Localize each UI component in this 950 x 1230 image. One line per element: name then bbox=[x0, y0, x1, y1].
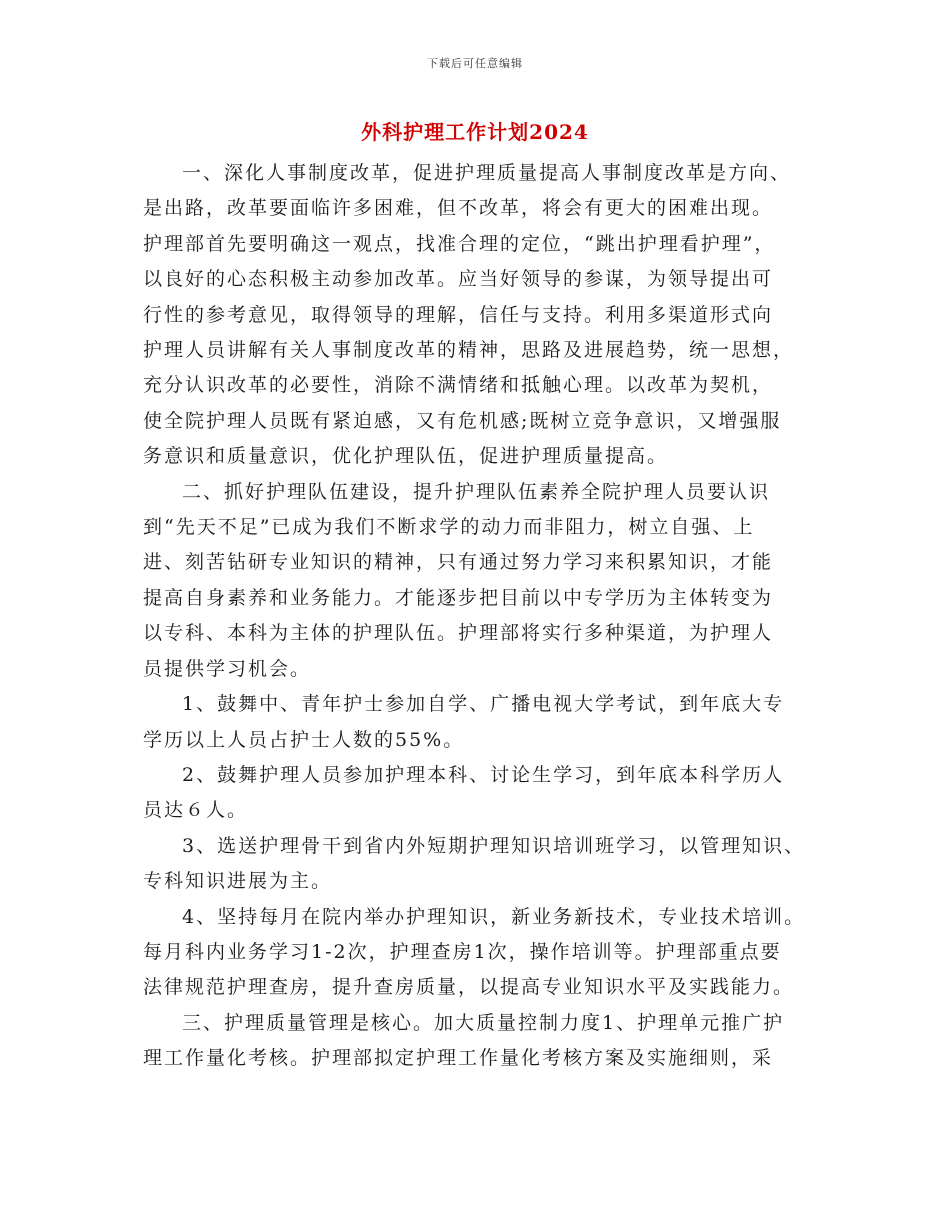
paragraph-3 bbox=[143, 687, 823, 758]
text-line: 学历以上人员占护士人数的55%。 bbox=[143, 728, 465, 751]
text-line: 以专科、本科为主体的护理队伍。护理部将实行多种渠道，为护理人 bbox=[143, 622, 774, 645]
text-line: 护理部首先要明确这一观点，找准合理的定位，“跳出护理看护理”， bbox=[143, 232, 776, 255]
text-line: 进、刻苦钻研专业知识的精神，只有通过努力学习来积累知识，才能 bbox=[143, 551, 774, 574]
text-line: 护理人员讲解有关人事制度改革的精神，思路及进展趋势，统一思想， bbox=[143, 339, 795, 362]
header-note: 下载后可任意编辑 bbox=[427, 57, 523, 70]
text-line: 是出路，改革要面临许多困难，但不改革，将会有更大的困难出现。 bbox=[143, 197, 774, 220]
text-line: 法律规范护理查房，提升查房质量，以提高专业知识水平及实践能力。 bbox=[143, 976, 795, 999]
text-line: 到“先天不足”已成为我们不断求学的动力而非阻力，树立自强、上 bbox=[143, 516, 755, 539]
text-line: 提高自身素养和业务能力。才能逐步把目前以中专学历为主体转变为 bbox=[143, 586, 774, 609]
text-line: 4、坚持每月在院内举办护理知识，新业务新技术，专业技术培训。 bbox=[182, 905, 806, 928]
paragraph-1 bbox=[143, 156, 823, 475]
text-line: 1、鼓舞中、青年护士参加自学、广播电视大学考试，到年底大专 bbox=[182, 693, 785, 716]
text-line: 专科知识进展为主。 bbox=[143, 870, 333, 893]
text-line: 务意识和质量意识，优化护理队伍，促进护理质量提高。 bbox=[143, 445, 669, 468]
document-title: 外科护理工作计划2024 bbox=[361, 120, 589, 144]
text-line: 行性的参考意见，取得领导的理解，信任与支持。利用多渠道形式向 bbox=[143, 303, 774, 326]
document-body bbox=[143, 156, 823, 1077]
text-line: 每月科内业务学习1-2次，护理查房1次，操作培训等。护理部重点要 bbox=[143, 940, 782, 963]
text-line: 一、深化人事制度改革，促进护理质量提高人事制度改革是方向、 bbox=[182, 162, 792, 184]
paragraph-4 bbox=[143, 758, 823, 829]
text-line: 理工作量化考核。护理部拟定护理工作量化考核方案及实施细则，采 bbox=[143, 1047, 774, 1070]
text-line: 使全院护理人员既有紧迫感，又有危机感;既树立竞争意识，又增强服 bbox=[143, 409, 782, 432]
text-line: 3、选送护理骨干到省内外短期护理知识培训班学习，以管理知识、 bbox=[182, 834, 806, 857]
text-line: 员提供学习机会。 bbox=[143, 657, 312, 680]
text-line: 2、鼓舞护理人员参加护理本科、讨论生学习，到年底本科学历人 bbox=[182, 763, 785, 786]
paragraph-6 bbox=[143, 900, 823, 1006]
paragraph-2 bbox=[143, 475, 823, 687]
text-line: 二、抓好护理队伍建设，提升护理队伍素养全院护理人员要认识 bbox=[182, 480, 771, 503]
paragraph-5 bbox=[143, 829, 823, 900]
text-line: 员达６人。 bbox=[143, 799, 249, 822]
text-line: 三、护理质量管理是核心。加大质量控制力度1、护理单元推广护 bbox=[182, 1011, 785, 1034]
text-line: 以良好的心态积极主动参加改革。应当好领导的参谋，为领导提出可 bbox=[143, 268, 774, 291]
text-line: 充分认识改革的必要性，消除不满情绪和抵触心理。以改革为契机， bbox=[143, 374, 774, 397]
paragraph-7 bbox=[143, 1006, 823, 1077]
